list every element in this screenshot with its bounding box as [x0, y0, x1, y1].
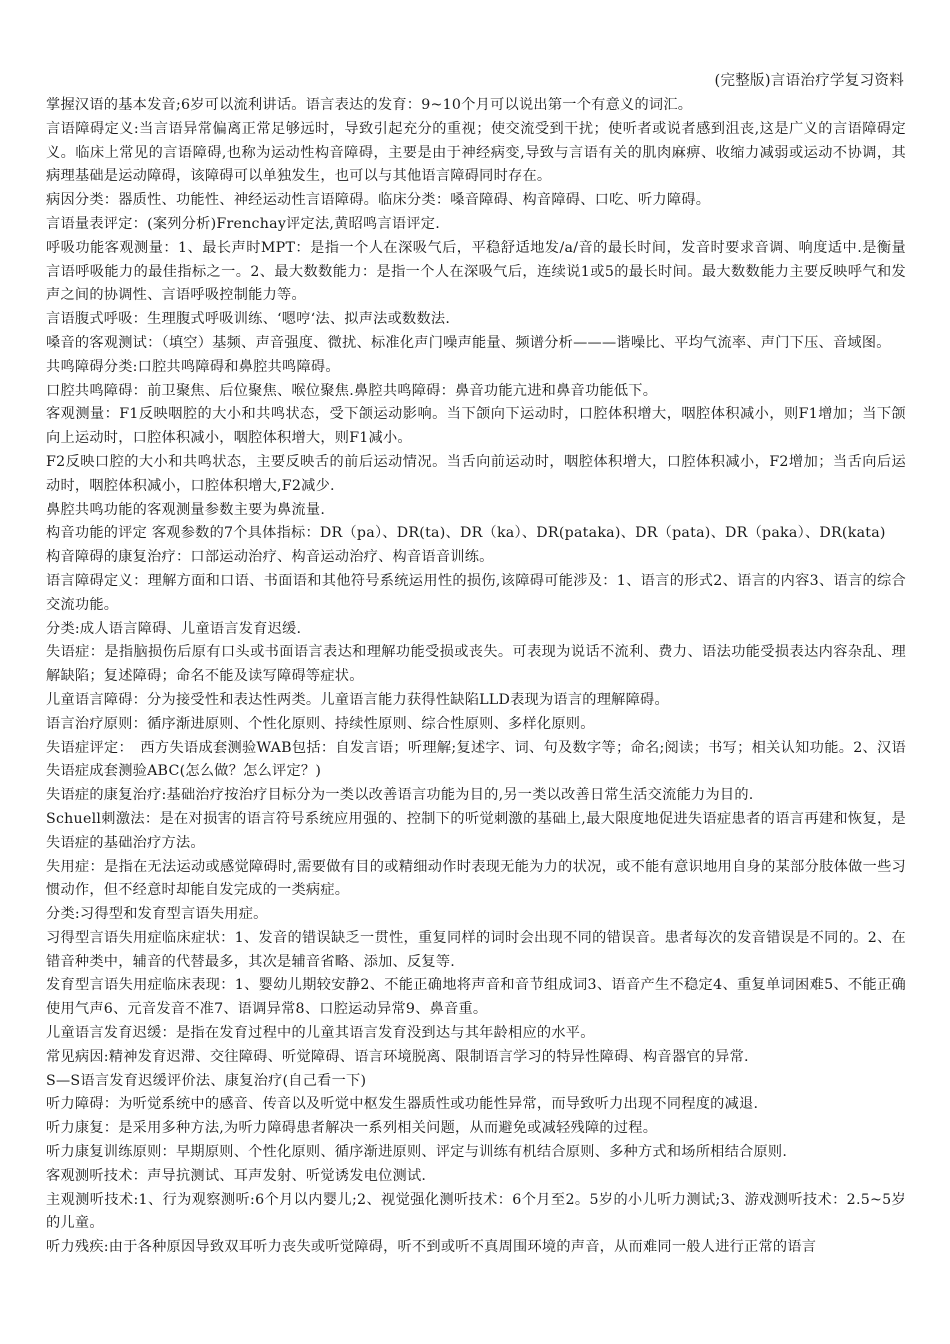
paragraph-language-delay: 儿童语言发育迟缓：是指在发育过程中的儿童其语言发育没到达与其年龄相应的水平。: [46, 1025, 595, 1042]
paragraph-language-disorder-definition: 语言障碍定义：理解方面和口语、书面语和其他符号系统运用性的损伤,该障碍可能涉及：1、语言的形式2、语言的内容3、语言的综合交流功能。: [46, 572, 906, 613]
paragraph-abdominal-breathing: 言语腹式呼吸：生理腹式呼吸训练、‘嗯哼‘法、拟声法或数数法.: [46, 311, 451, 328]
paragraph-respiratory-measurement: 呼吸功能客观测量：1、最长声时MPT：是指一个人在深吸气后，平稳舒适地发/a/音的最长时间，发音时要求音调、响度适中.是衡量言语呼吸能力的最佳指标之一。2、最大数数能力：是指一个人在深吸气后，连续说1或5的最长时间。最大数数能力主要反映呼气和发声之间的协调性、言语呼吸控制能力等。: [46, 239, 906, 304]
paragraph-aphasia-rehab: 失语症的康复治疗:基础治疗按治疗目标分为一类以改善语言功能为目的,另一类以改善日常生活交流能力为目的.: [46, 787, 754, 804]
paragraph-aphasia-assessment: 失语症评定： 西方失语成套测验WAB包括：自发言语；听理解;复述字、词、句及数字等；命名;阅读；书写；相关认知功能。2、汉语失语症成套测验ABC(怎么做？怎么评定？): [46, 739, 906, 780]
paragraph-speech-disorder-definition: 言语障碍定义:当言语异常偏离正常足够远时，导致引起充分的重视；使交流受到干扰；使听者或说者感到沮丧,这是广义的言语障碍定义。临床上常见的言语障碍,也称为运动性构音障碍，主要是由于神经病变,导致与言语有关的肌肉麻痹、收缩力减弱或运动不协调，其病理基础是运动障碍，该障碍可以单独发生，也可以与其他语言障碍同时存在。: [46, 120, 906, 185]
paragraph-objective-audiometry: 客观测听技术：声导抗测试、耳声发射、听觉诱发电位测试.: [46, 1167, 427, 1184]
paragraph-speech-scale-assessment: 言语量表评定：(案列分析)Frenchay评定法,黄昭鸣言语评定.: [46, 215, 440, 232]
paragraph-developmental-apraxia: 发育型言语失用症临床表现：1、婴幼儿期较安静2、不能正确地将声音和音节组成词3、语音产生不稳定4、重复单词困难5、不能正确使用气声6、元音发音不准7、语调异常8、口腔运动异常9、鼻音重。: [46, 977, 906, 1018]
page-header-title: (完整版)言语治疗学复习资料: [714, 73, 904, 89]
paragraph-subjective-audiometry: 主观测听技术:1、行为观察测听:6个月以内婴儿;2、视觉强化测听技术：6个月至2。5岁的小儿听力测试;3、游戏测听技术：2.5~5岁的儿童。: [46, 1191, 906, 1232]
paragraph-apraxia: 失用症：是指在无法运动或感觉障碍时,需要做有目的或精细动作时表现无能为力的状况，或不能有意识地用自身的某部分肢体做一些习惯动作，但不经意时却能自发完成的一类病症。: [46, 858, 906, 899]
paragraph-child-language-disorder: 儿童语言障碍：分为接受性和表达性两类。儿童语言能力获得性缺陷LLD表现为语言的理解障碍。: [46, 691, 669, 708]
paragraph-oral-resonance-disorder: 口腔共鸣障碍：前卫聚焦、后位聚焦、喉位聚焦.鼻腔共鸣障碍：鼻音功能亢进和鼻音功能低下。: [46, 382, 658, 399]
paragraph-ss-method: S—S语言发育迟缓评价法、康复治疗(自己看一下): [46, 1072, 367, 1089]
paragraph-acquired-apraxia: 习得型言语失用症临床症状：1、发音的错误缺乏一贯性，重复同样的词时会出现不同的错误音。患者每次的发音错误是不同的。2、在错音种类中，辅音的代替最多，其次是辅音省略、添加、反复等.: [46, 929, 906, 970]
paragraph-articulation-assessment: 构音功能的评定 客观参数的7个具体指标：DR（pa）、DR(ta)、DR（ka）、DR(pataka)、DR（pata)、DR（paka）、DR(kata): [46, 525, 886, 542]
document-body: [46, 94, 906, 1260]
paragraph-f1-measurement: 客观测量：F1反映咽腔的大小和共鸣状态，受下颌运动影响。当下颌向下运动时，口腔体积增大，咽腔体积减小，则F1增加；当下颌向上运动时，口腔体积减小，咽腔体积增大，则F1减小。: [46, 406, 906, 447]
paragraph-apraxia-classification: 分类:习得型和发育型言语失用症。: [46, 906, 268, 923]
paragraph-f2-measurement: F2反映口腔的大小和共鸣状态，主要反映舌的前后运动情况。当舌向前运动时，咽腔体积增大，口腔体积减小，F2增加；当舌向后运动时，咽腔体积减小，口腔体积增大,F2减少.: [46, 453, 906, 494]
paragraph-treatment-principles: 语言治疗原则：循序渐进原则、个性化原则、持续性原则、综合性原则、多样化原则。: [46, 715, 595, 732]
paragraph-pronunciation: 掌握汉语的基本发音;6岁可以流利讲话。语言表达的发育：9~10个月可以说出第一个有意义的词汇。: [46, 97, 693, 113]
paragraph-hearing-impairment: 听力障碍：为听觉系统中的感音、传音以及听觉中枢发生器质性或功能性异常，而导致听力出现不同程度的减退.: [46, 1096, 759, 1113]
paragraph-articulation-rehab: 构音障碍的康复治疗：口部运动治疗、构音运动治疗、构音语音训练。: [46, 549, 494, 566]
paragraph-voice-objective-test: 嗓音的客观测试：（填空）基频、声音强度、微扰、标准化声门噪声能量、频谱分析———谐噪比、平均气流率、声门下压、音域图。: [46, 334, 891, 351]
paragraph-common-causes: 常见病因:精神发育迟滞、交往障碍、听觉障碍、语言环境脱离、限制语言学习的特异性障碍、构音器官的异常.: [46, 1048, 749, 1065]
paragraph-hearing-rehab: 听力康复：是采用多种方法,为听力障碍患者解决一系列相关问题，从而避免或减轻残障的过程。: [46, 1120, 658, 1137]
paragraph-language-classification: 分类:成人语言障碍、儿童语言发育迟缓.: [46, 620, 302, 637]
paragraph-etiology-classification: 病因分类：器质性、功能性、神经运动性言语障碍。临床分类：嗓音障碍、构音障碍、口吃、听力障碍。: [46, 192, 711, 209]
paragraph-nasal-resonance: 鼻腔共鸣功能的客观测量参数主要为鼻流量.: [46, 501, 326, 518]
paragraph-hearing-training-principles: 听力康复训练原则：早期原则、个性化原则、循序渐进原则、评定与训练有机结合原则、多种方式和场所相结合原则.: [46, 1144, 788, 1161]
paragraph-resonance-classification: 共鸣障碍分类:口腔共鸣障碍和鼻腔共鸣障碍。: [46, 358, 340, 375]
paragraph-schuell-method: Schuell刺激法：是在对损害的语言符号系统应用强的、控制下的听觉刺激的基础上,最大限度地促进失语症患者的语言再建和恢复，是失语症的基础治疗方法。: [46, 810, 906, 851]
paragraph-hearing-disability: 听力残疾:由于各种原因导致双耳听力丧失或听觉障碍，听不到或听不真周围环境的声音，从而难同一般人进行正常的语言: [46, 1239, 817, 1256]
paragraph-aphasia: 失语症：是指脑损伤后原有口头或书面语言表达和理解功能受损或丧失。可表现为说话不流利、费力、语法功能受损表达内容杂乱、理解缺陷；复述障碍；命名不能及读写障碍等症状。: [46, 644, 906, 685]
